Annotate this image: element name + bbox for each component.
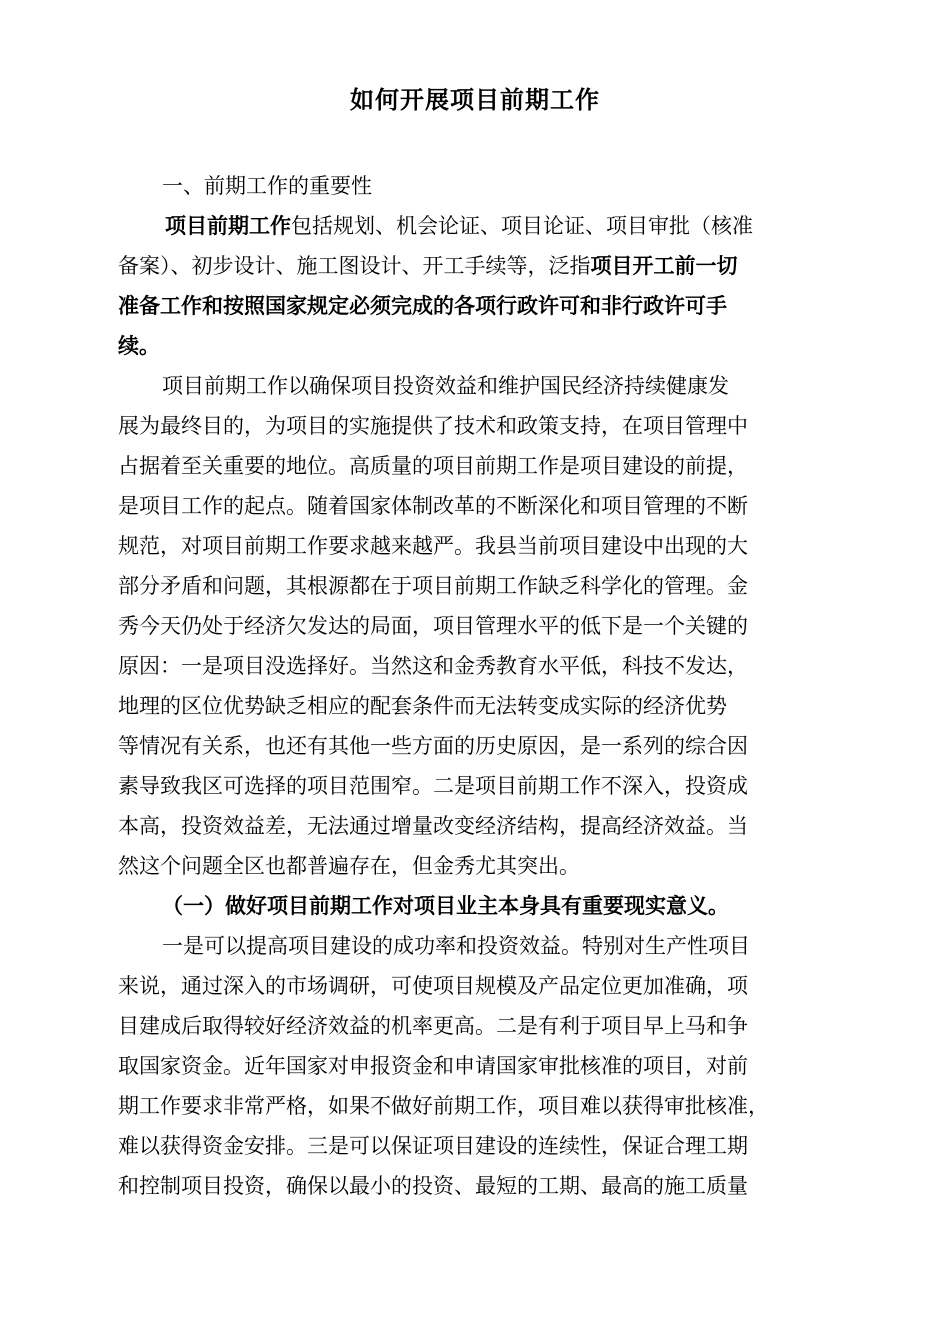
paragraph-line: 准备工作和按照国家规定必须完成的各项行政许可和非行政许可手 (118, 294, 727, 318)
paragraph-line: 续。 (118, 334, 160, 358)
section-heading: 一、前期工作的重要性 (162, 174, 372, 198)
paragraph-line: 秀今天仍处于经济欠发达的局面，项目管理水平的低下是一个关键的 (118, 614, 748, 638)
paragraph-line: 目建成后取得较好经济效益的机率更高。二是有利于项目早上马和争 (118, 1014, 748, 1038)
paragraph-line: 和控制项目投资，确保以最小的投资、最短的工期、最高的施工质量 (118, 1174, 748, 1198)
paragraph-line: 取国家资金。近年国家对申报资金和申请国家审批核准的项目，对前 (118, 1054, 748, 1078)
paragraph-line: 等情况有关系，也还有其他一些方面的历史原因，是一系列的综合因 (118, 734, 748, 758)
subsection-heading: （一）做好项目前期工作对项目业主本身具有重要现实意义。 (162, 894, 729, 918)
paragraph-line: 部分矛盾和问题，其根源都在于项目前期工作缺乏科学化的管理。金 (118, 574, 748, 598)
document-title: 如何开展项目前期工作 (350, 86, 600, 114)
paragraph-line: 本高，投资效益差，无法通过增量改变经济结构，提高经济效益。当 (118, 814, 748, 838)
paragraph-line: 地理的区位优势缺乏相应的配套条件而无法转变成实际的经济优势 (118, 694, 727, 718)
paragraph-line: 难以获得资金安排。三是可以保证项目建设的连续性，保证合理工期 (118, 1134, 748, 1158)
bold-phrase: 项目开工前一切 (590, 254, 738, 278)
paragraph-line: 展为最终目的，为项目的实施提供了技术和政策支持，在项目管理中 (118, 414, 748, 438)
paragraph-line: 占据着至关重要的地位。高质量的项目前期工作是项目建设的前提， (118, 454, 748, 478)
paragraph-line (118, 252, 738, 280)
paragraph-line: 素导致我区可选择的项目范围窄。二是项目前期工作不深入，投资成 (118, 774, 748, 798)
paragraph-line: 是项目工作的起点。随着国家体制改革的不断深化和项目管理的不断 (118, 494, 748, 518)
paragraph-line: 一是可以提高项目建设的成功率和投资效益。特别对生产性项目 (162, 934, 750, 958)
text-span: 包括规划、机会论证、项目论证、项目审批（核准 (291, 214, 753, 238)
paragraph-line: 来说，通过深入的市场调研，可使项目规模及产品定位更加准确，项 (118, 974, 748, 998)
paragraph-line (165, 212, 753, 240)
paragraph-line: 规范，对项目前期工作要求越来越严。我县当前项目建设中出现的大 (118, 534, 748, 558)
text-span: 备案）、初步设计、施工图设计、开工手续等，泛指 (118, 254, 591, 278)
bold-term: 项目前期工作 (165, 214, 291, 238)
paragraph-line: 项目前期工作以确保项目投资效益和维护国民经济持续健康发 (162, 374, 729, 398)
paragraph-line: 期工作要求非常严格，如果不做好前期工作，项目难以获得审批核准， (118, 1094, 769, 1118)
paragraph-line: 原因：一是项目没选择好。当然这和金秀教育水平低，科技不发达， (118, 654, 748, 678)
paragraph-line: 然这个问题全区也都普遍存在，但金秀尤其突出。 (118, 854, 580, 878)
